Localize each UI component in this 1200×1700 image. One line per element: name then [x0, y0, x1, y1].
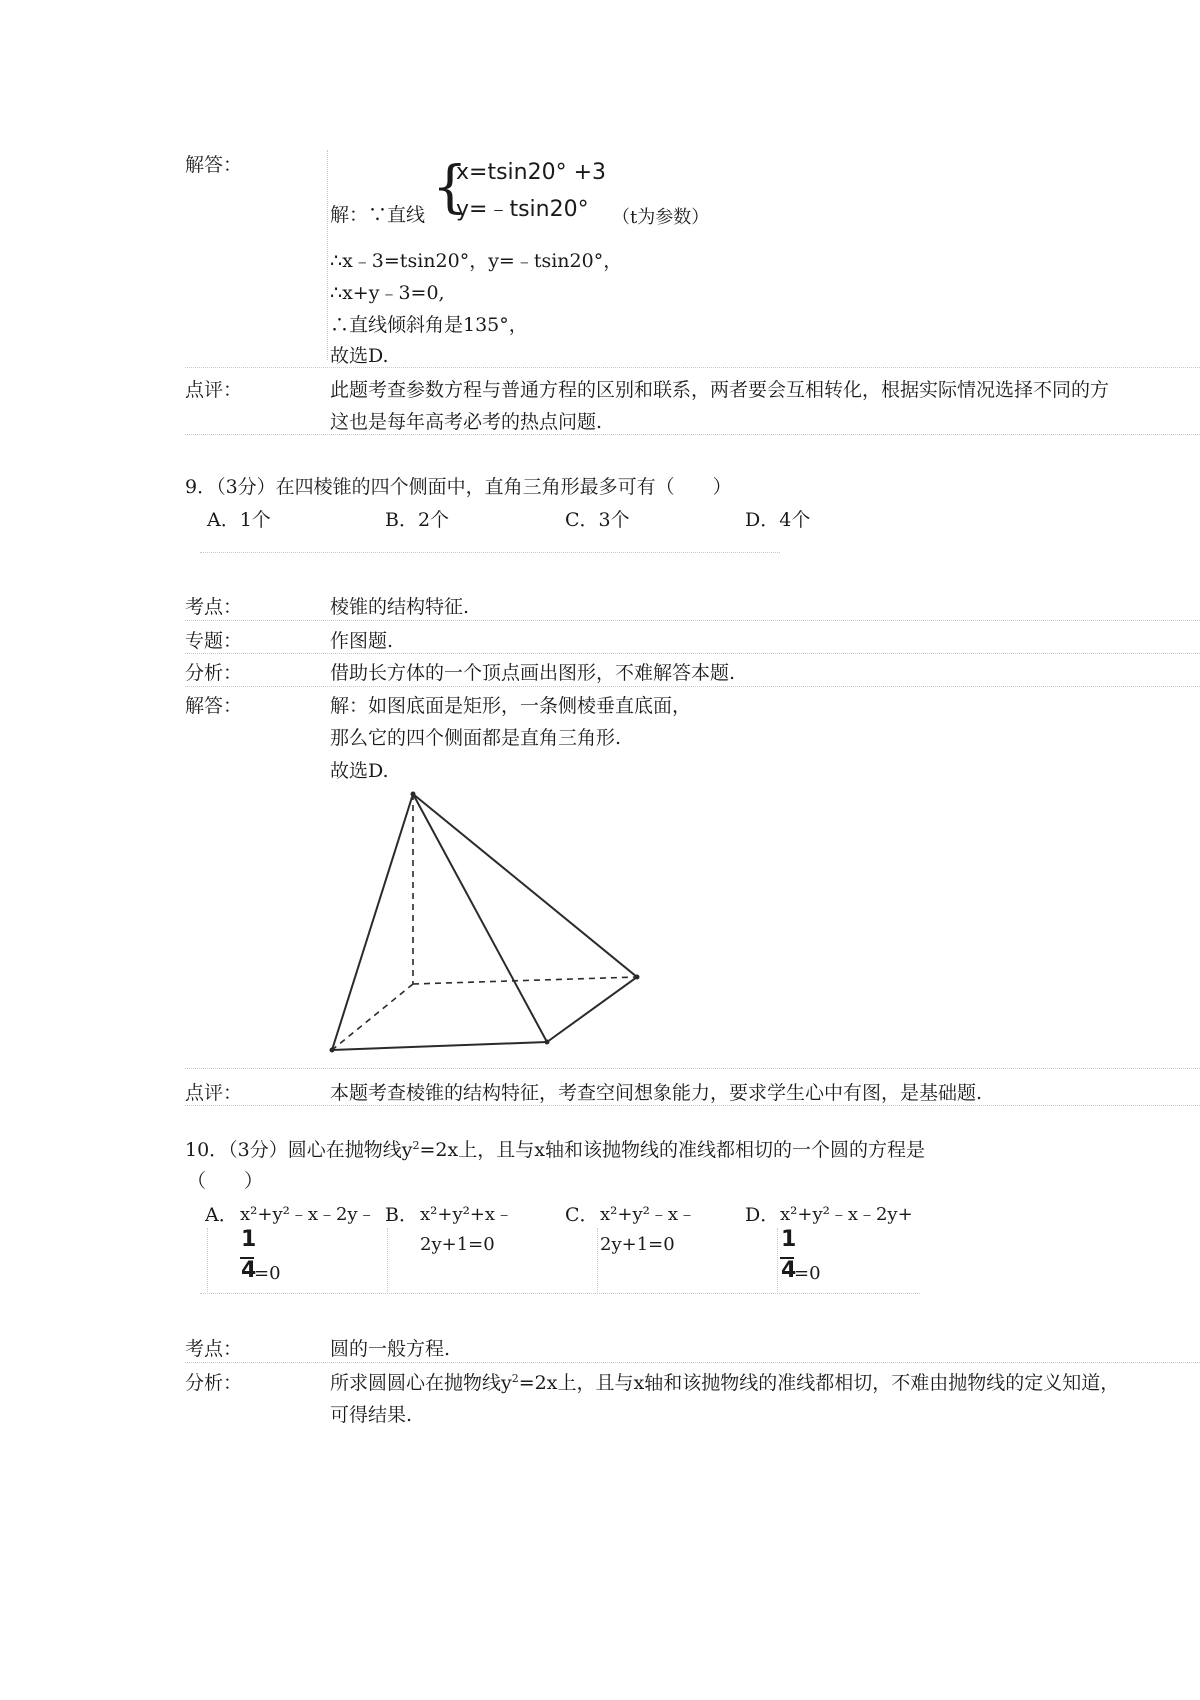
comment-label: 点评： — [185, 379, 243, 401]
q10-option-c-expr: x²+y²﹣x﹣ — [600, 1204, 696, 1225]
q10-point: 圆的一般方程. — [330, 1338, 451, 1360]
system-brace: { — [432, 155, 468, 220]
solution-line-1: ∴x﹣3=tsin20°，y=﹣tsin20°， — [330, 250, 623, 272]
divider — [185, 653, 1200, 654]
options-divider — [200, 552, 780, 553]
q10-option-c-line-2: 2y+1=0 — [600, 1234, 675, 1255]
divider — [185, 1068, 1200, 1069]
divider — [185, 686, 1200, 687]
param-eq-1: x=tsin20° +3 — [456, 160, 607, 185]
answer-label: 解答： — [185, 154, 243, 176]
q9-answer-line-2: 那么它的四个侧面都是直角三角形. — [330, 727, 622, 749]
column-divider — [327, 150, 328, 360]
q10-option-a-numerator: 1 — [241, 1227, 257, 1252]
q10-option-d-expr: x²+y²﹣x﹣2y+ — [780, 1204, 913, 1225]
q10-option-d-tail: =0 — [794, 1263, 821, 1284]
edge-apex-right — [413, 794, 637, 977]
divider — [185, 1362, 1200, 1363]
q10-option-a-denominator: 4 — [241, 1258, 257, 1283]
analysis-label: 分析： — [185, 1372, 243, 1394]
solution-line-3: ∴直线倾斜角是135°， — [330, 314, 528, 336]
divider — [185, 367, 1200, 368]
q10-option-c-label: C． — [565, 1204, 599, 1226]
solution-line-2: ∴x+y﹣3=0, — [330, 282, 445, 304]
q9-comment: 本题考查棱锥的结构特征，考查空间想象能力，要求学生心中有图，是基础题. — [330, 1082, 983, 1104]
q10-option-b-label: B． — [385, 1204, 418, 1226]
q9-point: 棱锥的结构特征. — [330, 596, 470, 618]
q9-answer-line-3: 故选D. — [330, 760, 389, 782]
q10-option-a-label: A． — [205, 1204, 238, 1226]
divider — [185, 1105, 1200, 1106]
option-cell-divider — [207, 1228, 208, 1292]
answer-label: 解答： — [185, 695, 243, 717]
comment-label: 点评： — [185, 1082, 243, 1104]
q9-option-c: C．3个 — [565, 509, 630, 531]
option-cell-divider — [777, 1228, 778, 1292]
q9-analysis: 借助长方体的一个顶点画出图形，不难解答本题. — [330, 662, 736, 684]
q10-option-b-expr: x²+y²+x﹣ — [420, 1204, 514, 1225]
option-cell-divider — [387, 1228, 388, 1292]
hidden-edge-back — [413, 977, 637, 984]
q10-analysis-line-2: 可得结果. — [330, 1404, 413, 1426]
comment-line-1: 此题考查参数方程与普通方程的区别和联系，两者要会互相转化，根据实际情况选择不同的方 — [330, 379, 1110, 401]
pyramid-figure — [320, 780, 660, 1060]
edge-apex-bottom-right — [413, 794, 547, 1042]
solution-line-4: 故选D. — [330, 345, 389, 367]
q10-analysis-line-1: 所求圆圆心在抛物线$y^2=2x$上，且与x轴和该抛物线的准线都相切，不难由抛物线的定义知道， — [330, 1372, 1120, 1394]
q9-option-d: D．4个 — [745, 509, 811, 531]
point-label: 考点： — [185, 1338, 243, 1360]
option-cell-divider — [597, 1228, 598, 1292]
solution-prefix: 解：∵直线 — [330, 204, 426, 226]
q10-option-a-expr: x²+y²﹣x﹣2y﹣ — [240, 1204, 376, 1225]
edge-base-front — [332, 1042, 547, 1050]
hidden-edge-left — [332, 984, 413, 1050]
edge-base-right — [547, 977, 637, 1042]
point-label: 考点： — [185, 596, 243, 618]
analysis-label: 分析： — [185, 662, 243, 684]
topic-label: 专题： — [185, 630, 243, 652]
q9-topic: 作图题. — [330, 630, 394, 652]
param-note: （t为参数） — [612, 207, 710, 228]
q10-option-d-numerator: 1 — [781, 1227, 797, 1252]
q10-option-d-label: D． — [745, 1204, 780, 1226]
options-divider — [200, 1293, 920, 1294]
q9-answer-line-1: 解：如图底面是矩形，一条侧棱垂直底面， — [330, 695, 692, 717]
divider — [185, 620, 1200, 621]
q10-option-a-tail: =0 — [254, 1263, 281, 1284]
edge-apex-bottom-left — [332, 794, 413, 1050]
divider — [185, 434, 1200, 435]
q10-option-b-line-2: 2y+1=0 — [420, 1234, 495, 1255]
param-eq-2: y=﹣tsin20° — [456, 197, 589, 222]
q9-option-b: B．2个 — [385, 509, 450, 531]
q9-option-a: A．1个 — [207, 509, 271, 531]
q10-stem-paren: （ ） — [187, 1170, 264, 1192]
q10-option-d-denominator: 4 — [781, 1258, 797, 1283]
comment-line-2: 这也是每年高考必考的热点问题. — [330, 411, 603, 433]
q10-stem: 10．（3分）圆心在抛物线$y^2=2x$上，且与x轴和该抛物线的准线都相切的一个圆的方程是 — [185, 1139, 925, 1161]
q9-stem: 9．（3分）在四棱锥的四个侧面中，直角三角形最多可有（ ） — [185, 476, 732, 498]
